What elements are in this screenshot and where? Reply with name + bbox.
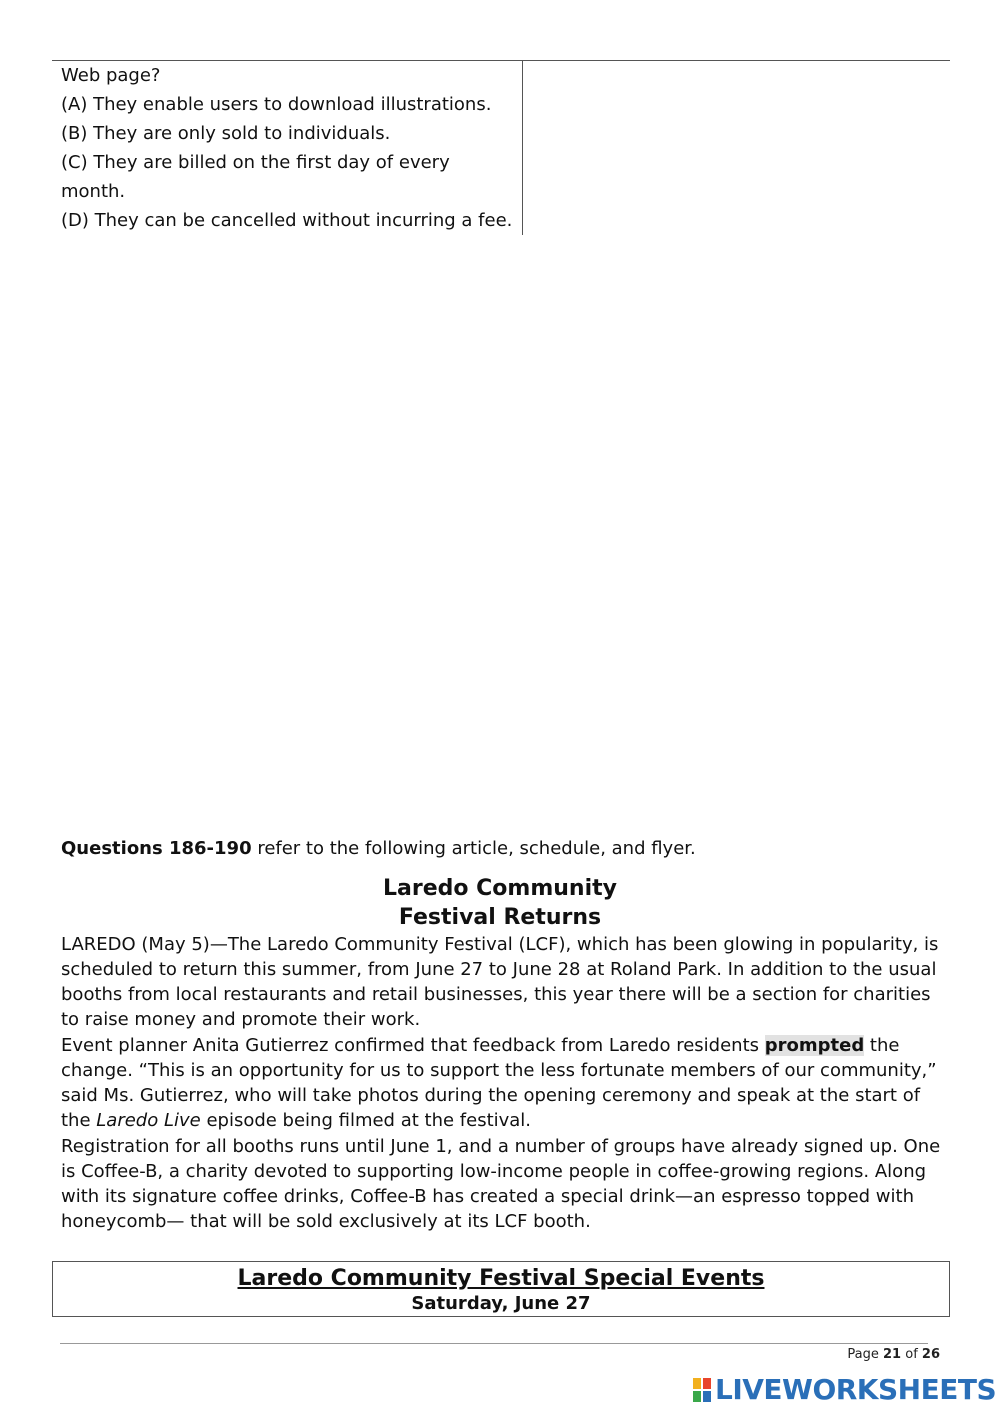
article-paragraph-2 [61,1033,951,1133]
liveworksheets-logo-icon [692,1377,712,1403]
option-b: (B) They are only sold to individuals. [61,123,391,144]
page-label: Page [847,1347,884,1362]
p2-text-before: Event planner Anita Gutierrez confirmed that feedback from Laredo residents [61,1035,765,1056]
special-events-title: Laredo Community Festival Special Events [237,1266,765,1291]
article-title-line2: Festival Returns [398,905,602,930]
highlighted-word: prompted [764,1035,865,1056]
special-events-box [52,1261,950,1317]
option-c: (C) They are billed on the first day of every [61,152,450,173]
article-paragraph-1: LAREDO (May 5)—The Laredo Community Festival (LCF), which has been glowing in popularity, is scheduled to return this summer, from June 27 to June 28 at Roland Park. In addition to the usual booths from local restaurants and retail businesses, this year there will be a section for charities to raise money and promote their work. [61,934,939,1030]
logo-square-4 [702,1390,712,1403]
logo-square-2 [702,1377,712,1390]
logo-square-3 [692,1390,702,1403]
article-title-line1: Laredo Community [383,876,617,901]
footer-divider [60,1343,928,1344]
question-range: Questions 186-190 [61,838,252,859]
questions-intro [61,836,696,862]
special-events-date: Saturday, June 27 [411,1293,591,1314]
liveworksheets-wordmark: LIVEWORKSHEETS [715,1373,997,1406]
question-stem-tail: Web page? [61,65,161,86]
page-total: 26 [921,1347,940,1362]
option-a: (A) They enable users to download illustrations. [61,94,492,115]
question-cell [52,61,523,235]
article-paragraph-3: Registration for all booths runs until June 1, and a number of groups have already signed up. One is Coffee-B, a charity devoted to supporting low-income people in coffee-growing regions. Along with its signature coffee drinks, Coffee-B has created a special drink—an espresso topped with honeycomb— that will be sold exclusively at its LCF booth. [61,1136,941,1232]
intro-text: refer to the following article, schedule, and flyer. [251,838,696,859]
liveworksheets-brand[interactable] [692,1373,996,1407]
page-of: of [901,1347,922,1362]
p2-text-after: the change. “This is an opportunity for us to support the less fortunate members of our community,” said Ms. Gutierrez, who will take photos during the opening ceremony and speak at the start of the [61,1035,937,1131]
option-d: (D) They can be cancelled without incurring a fee. [61,210,513,231]
p2-text-end: episode being filmed at the festival. [200,1110,532,1131]
page-number [847,1347,940,1363]
question-table [52,60,950,235]
show-name: Laredo Live [96,1110,201,1131]
page-current: 21 [883,1347,902,1362]
logo-square-1 [692,1377,702,1390]
option-c-continued: month. [61,181,126,202]
